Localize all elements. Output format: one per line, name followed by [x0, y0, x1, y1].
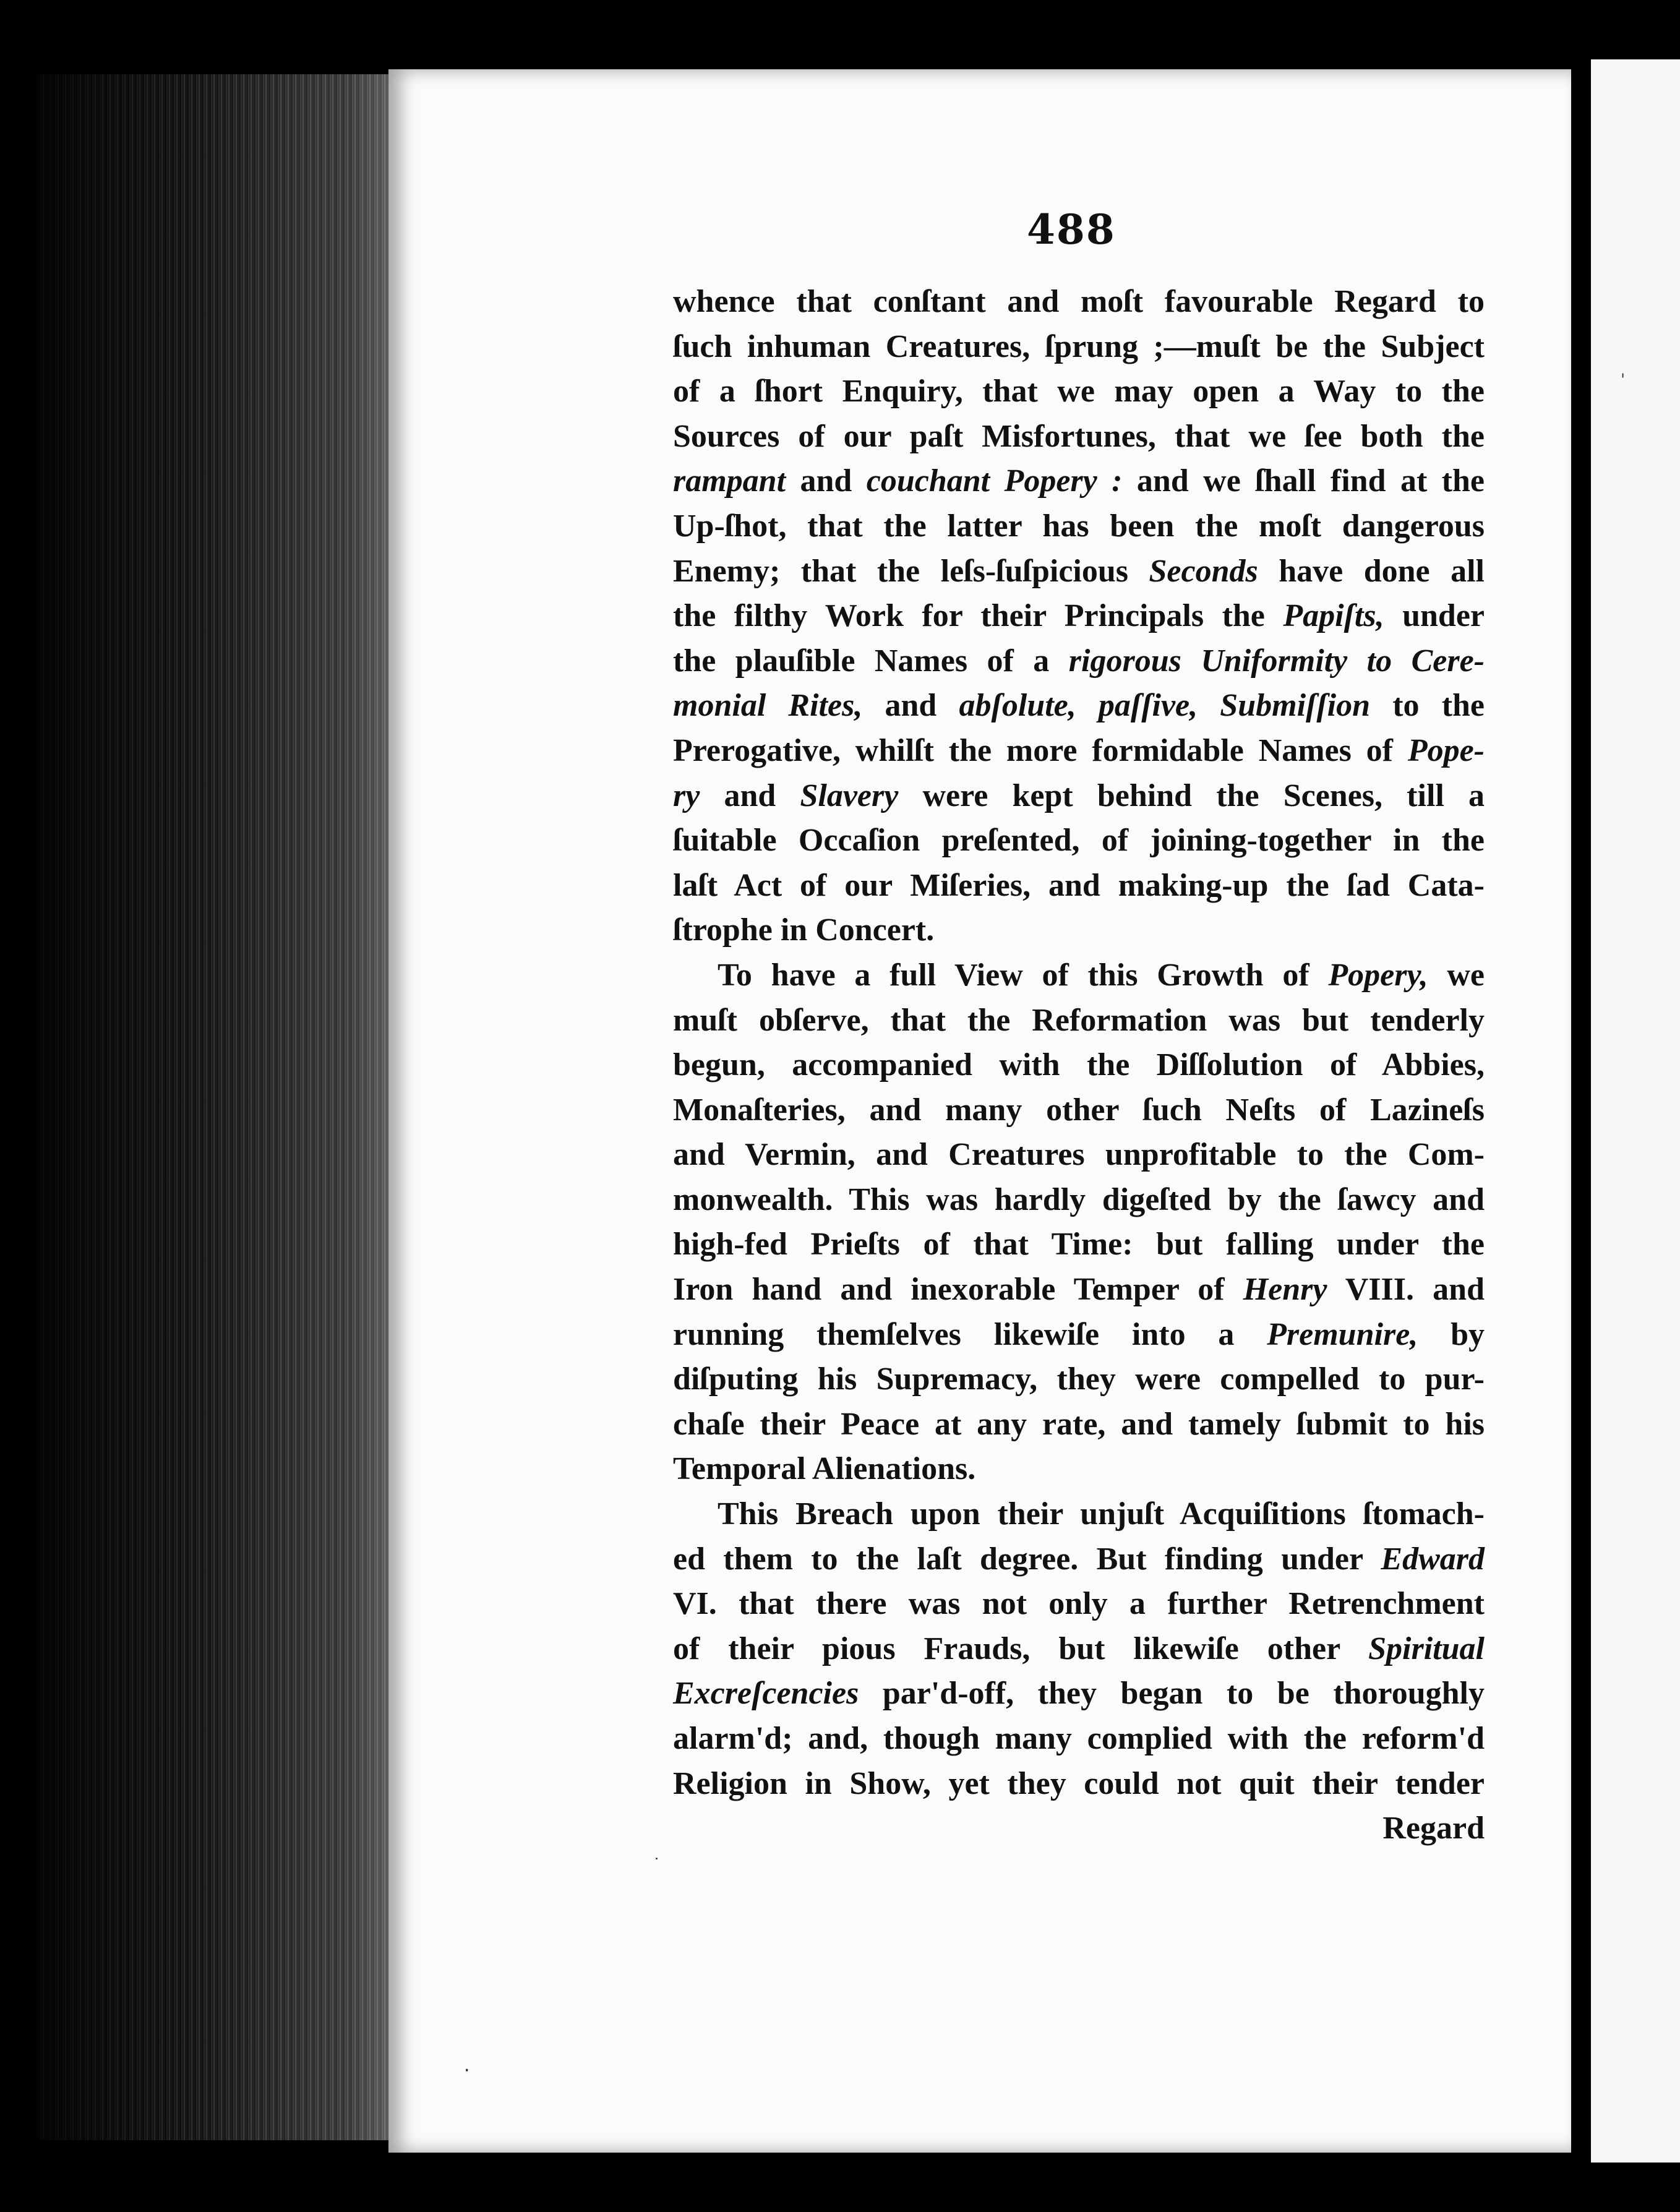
text-segment: ed them to the laſt degree. But finding under: [673, 1541, 1381, 1577]
italic-text: Seconds: [1149, 553, 1258, 589]
text-segment: to the: [1370, 688, 1485, 724]
text-line: begun, accompanied with the Diſſolution of Abbies,: [673, 1047, 1485, 1083]
text-line: Regard: [1382, 1811, 1485, 1846]
text-line: VI. that there was not only a further Retrenchment: [673, 1586, 1485, 1622]
italic-text: abſolute, paſſive, Submiſſion: [959, 688, 1371, 724]
italic-text: Papiſts,: [1283, 598, 1384, 634]
text-line: laſt Act of our Miſeries, and making-up the ſad Cata-: [673, 867, 1485, 903]
text-line: Up-ſhot, that the latter has been the moſt dangerous: [673, 508, 1485, 544]
italic-text: Slavery: [800, 778, 899, 813]
text-segment: and: [786, 463, 867, 499]
text-segment: have done all: [1258, 553, 1485, 589]
text-line: and Vermin, and Creatures unprofitable to the Com-: [673, 1137, 1485, 1173]
book-fore-edge-shadow: [37, 74, 402, 2140]
text-segment: and: [862, 688, 959, 724]
text-segment: under: [1384, 598, 1485, 634]
text-line: [673, 953, 1485, 998]
italic-text: Pope-: [1407, 732, 1485, 768]
text-line: chaſe their Peace at any rate, and tamely ſubmit to his: [673, 1406, 1485, 1442]
text-line: This Breach upon their unjuſt Acquiſitions ſtomach-: [718, 1496, 1485, 1532]
text-line: [673, 594, 1485, 639]
text-line: [673, 1537, 1485, 1582]
text-line: Monaſteries, and many other ſuch Neſts of Lazineſs: [673, 1092, 1485, 1128]
text-segment: running themſelves likewiſe into a: [673, 1316, 1267, 1352]
italic-text: monial Rites,: [673, 688, 863, 724]
scan-speck: ˈ: [1621, 371, 1626, 390]
text-line: [673, 684, 1485, 729]
text-segment: were kept behind the Scenes, till a: [898, 778, 1485, 813]
italic-text: ry: [673, 778, 700, 813]
text-line: [673, 729, 1485, 774]
text-segment: of their pious Frauds, but likewiſe other: [673, 1631, 1369, 1666]
text-segment: Iron hand and inexorable Temper of: [673, 1272, 1243, 1308]
text-line: [673, 639, 1485, 684]
text-line: diſputing his Supremacy, they were compelled to pur-: [673, 1361, 1485, 1397]
italic-text: Edward: [1381, 1541, 1485, 1577]
text-line: [673, 774, 1485, 819]
text-line: Temporal Alienations.: [673, 1451, 976, 1487]
text-line: ſuitable Occaſion preſented, of joining-together in the: [673, 823, 1485, 859]
text-line: [673, 1671, 1485, 1717]
text-line: [673, 1267, 1485, 1313]
text-line: [673, 1313, 1485, 1358]
text-line: whence that conſtant and moſt favourable Regard to: [673, 284, 1485, 319]
italic-text: rampant: [673, 463, 786, 499]
scan-speck: ·: [464, 2060, 470, 2081]
text-line: Religion in Show, yet they could not quit their tender: [673, 1765, 1485, 1801]
text-line: alarm'd; and, though many complied with the reform'd: [673, 1721, 1485, 1756]
italic-text: rigorous Uniformity to Cere-: [1068, 643, 1485, 679]
page-body-text: [673, 280, 1485, 1851]
text-line: ſtrophe in Concert.: [673, 912, 935, 948]
text-segment: Enemy; that the leſs-ſuſpicious: [673, 553, 1149, 589]
text-line: muſt obſerve, that the Reformation was but tenderly: [673, 1002, 1485, 1038]
text-segment: the plauſible Names of a: [673, 643, 1069, 679]
italic-text: Henry: [1243, 1272, 1327, 1308]
text-line: high-fed Prieſts of that Time: but falling under the: [673, 1227, 1485, 1262]
text-segment: par'd-off, they began to be thoroughly: [859, 1676, 1485, 1712]
text-segment: the filthy Work for their Principals the: [673, 598, 1284, 634]
text-line: monwealth. This was hardly digeſted by the ſawcy and: [673, 1181, 1485, 1217]
italic-text: Spiritual: [1368, 1631, 1485, 1666]
text-segment: Prerogative, whilſt the more formidable Names of: [673, 732, 1408, 768]
italic-text: Premunire,: [1267, 1316, 1418, 1352]
italic-text: Excreſcencies: [673, 1676, 859, 1712]
italic-text: couchant Popery :: [866, 463, 1123, 499]
text-line: Sources of our paſt Misfortunes, that we ſee both the: [673, 418, 1485, 454]
text-segment: and we ſhall find at the: [1122, 463, 1485, 499]
text-line: [673, 1627, 1485, 1672]
text-segment: we: [1428, 957, 1485, 993]
facing-page-edge: [1591, 59, 1680, 2163]
text-line: [673, 459, 1485, 504]
text-line: ſuch inhuman Creatures, ſprung ;—muſt be the Subject: [673, 328, 1485, 364]
text-segment: To have a full View of this Growth of: [718, 957, 1329, 993]
text-segment: VIII. and: [1327, 1272, 1485, 1308]
text-line: [673, 549, 1485, 594]
scan-speck: ˙: [653, 1856, 661, 1874]
text-segment: by: [1418, 1316, 1485, 1352]
text-line: of a ſhort Enquiry, that we may open a Way to the: [673, 374, 1485, 409]
page-number: 488: [1027, 205, 1116, 254]
text-segment: and: [700, 778, 800, 813]
italic-text: Popery,: [1328, 957, 1428, 993]
